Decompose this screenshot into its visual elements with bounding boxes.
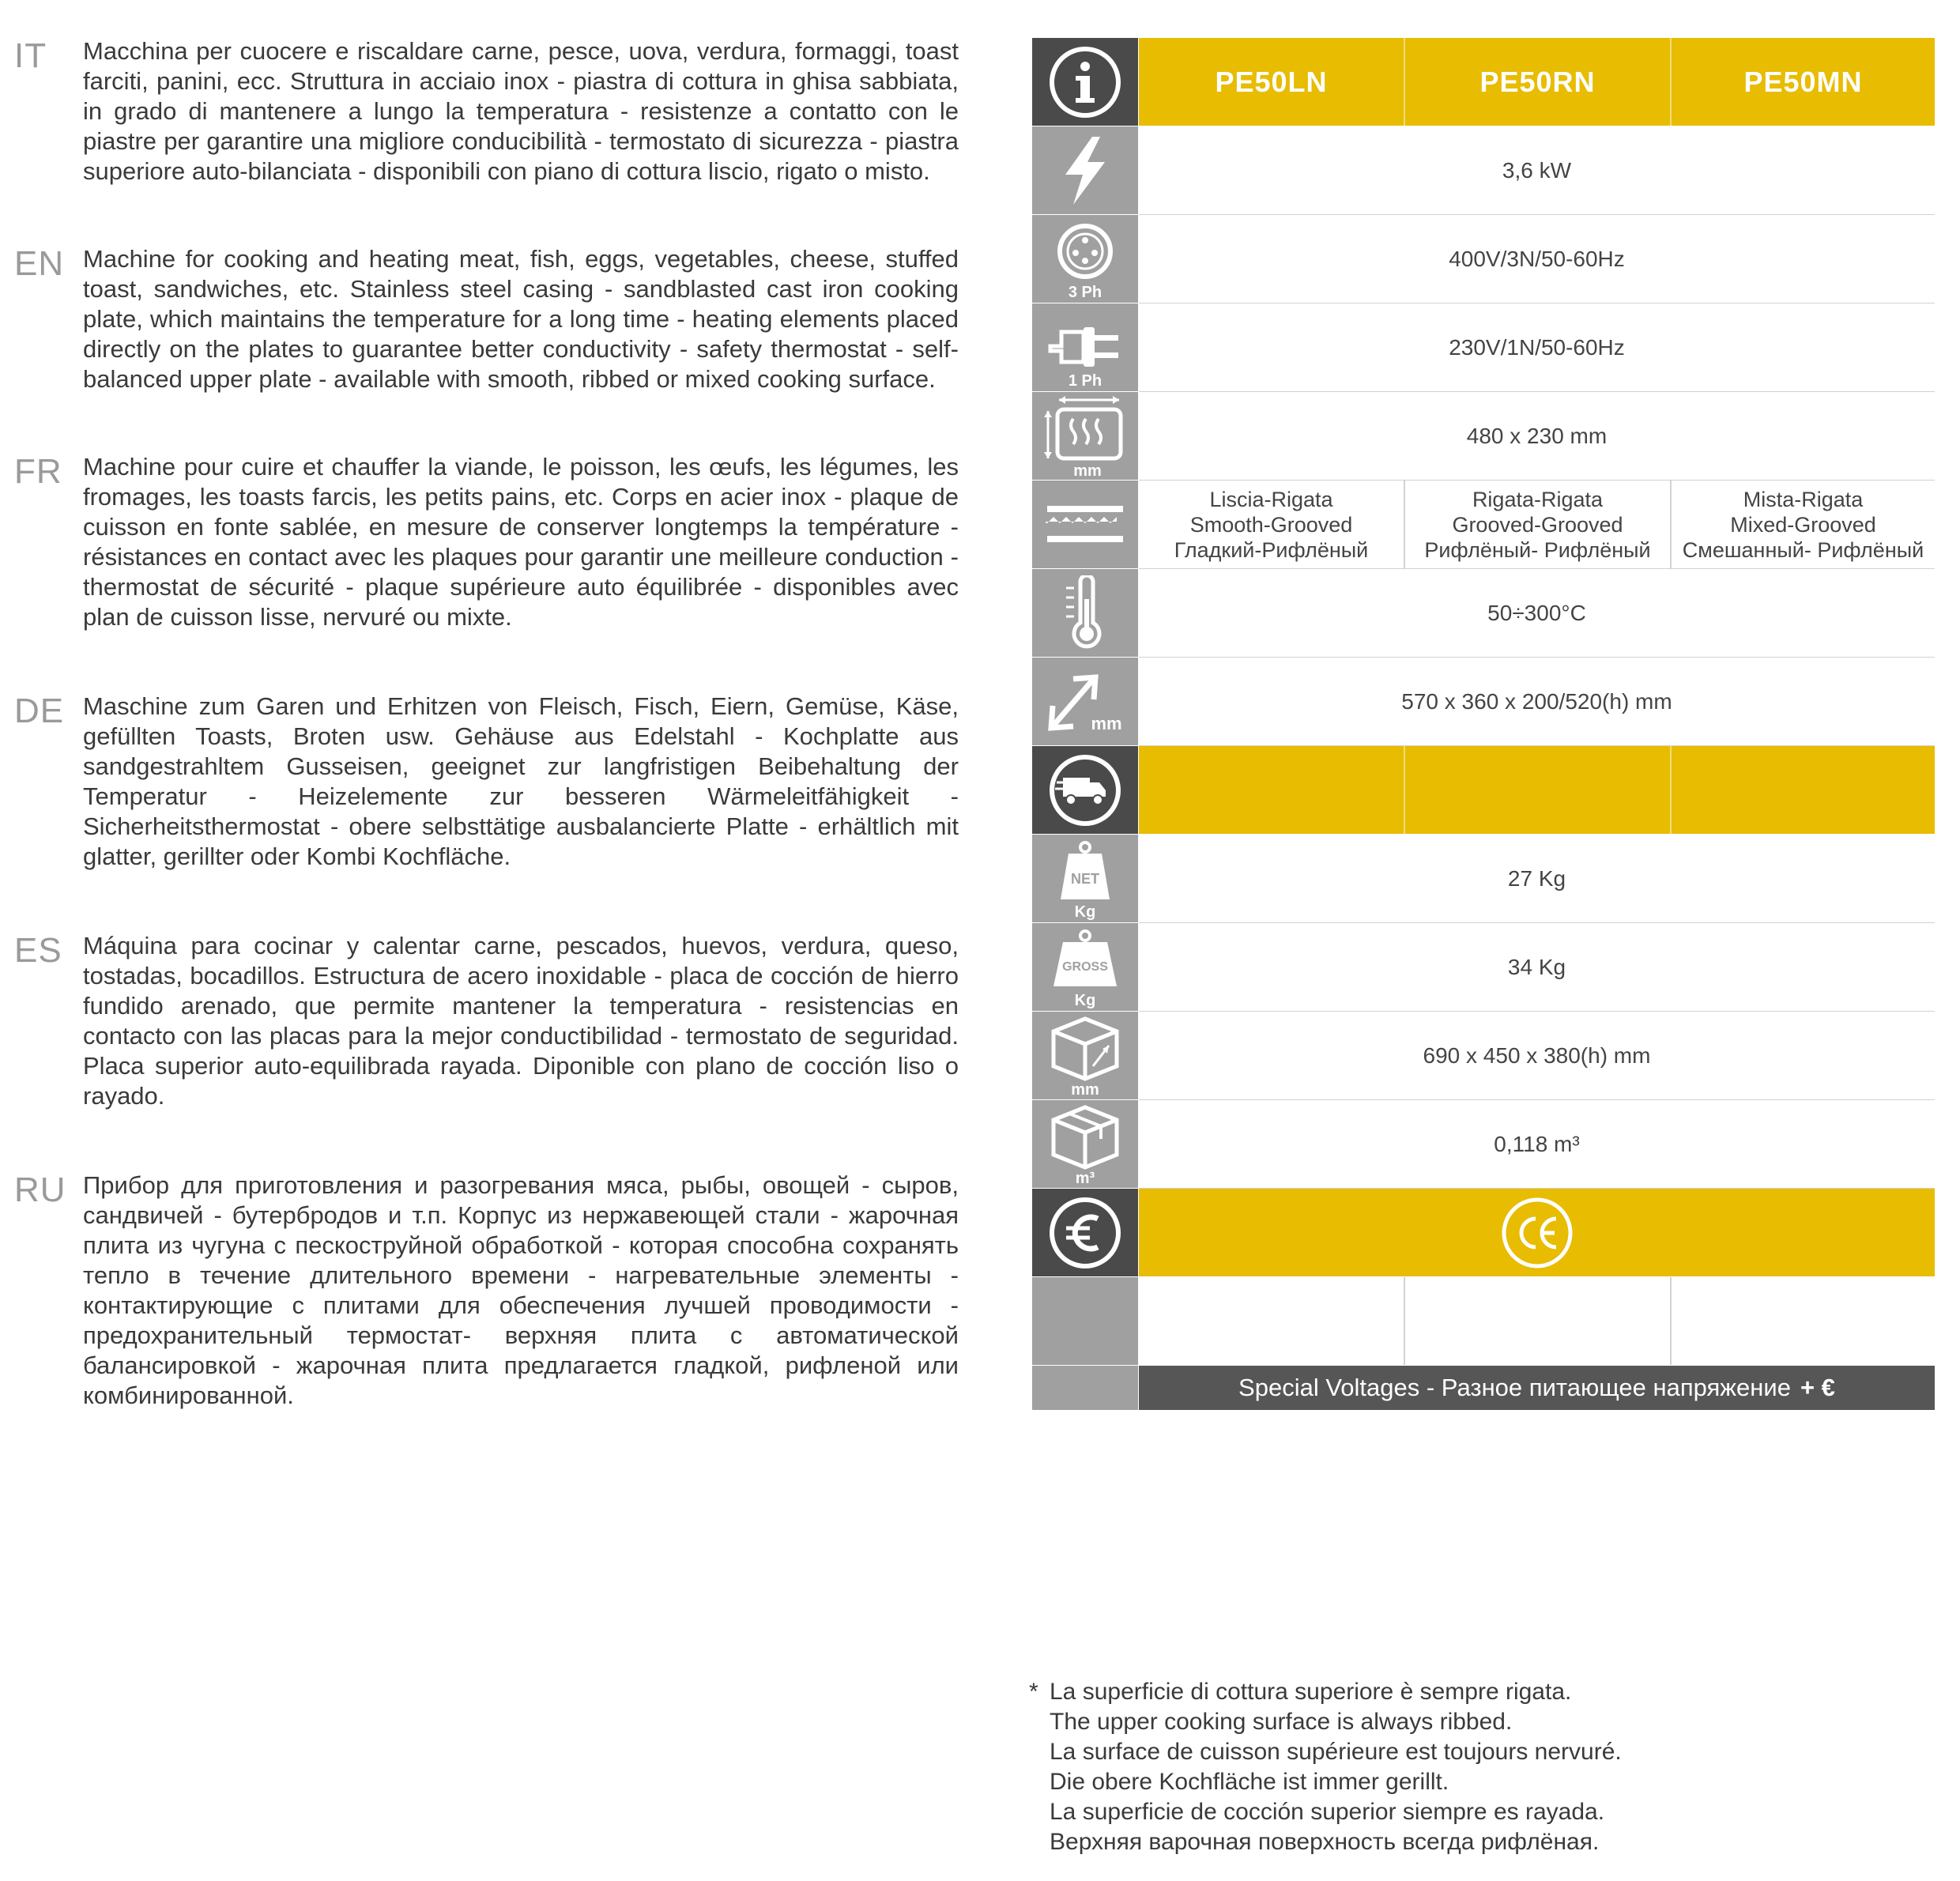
- lang-code: FR: [14, 452, 62, 491]
- lang-code: DE: [14, 692, 65, 730]
- footnote-line-en: The upper cooking surface is always ribbed.: [1050, 1709, 1513, 1735]
- special-voltages-plus: + €: [1800, 1374, 1835, 1401]
- footnote-line-de: Die obere Kochfläche ist immer gerillt.: [1050, 1769, 1449, 1795]
- temperature-value: 50÷300°C: [1139, 569, 1935, 658]
- lang-text: Machine pour cuire et chauffer la viande, le poisson, les œufs, les légumes, les fromages, les toasts farcis, les petits pains, etc. Corps en acier inox - plaque de cuisson en fonte sablée, en mesure de conserver longtemps la température - résistances en contact avec les plaques pour garantir une meilleure conduction - thermostat de sécurité - plaque supérieure auto équilibrée - disponibles avec plan de cuisson lisse, nervuré ou mixte.: [83, 453, 959, 631]
- volume-row: [1032, 1100, 1935, 1189]
- footnote-line-es: La superficie de cocción superior siempre es rayada.: [1050, 1799, 1605, 1825]
- net-unit: Kg: [1074, 903, 1096, 920]
- delivery-truck-icon: [1032, 746, 1138, 834]
- one-phase-label: 1 Ph: [1068, 371, 1102, 389]
- volume-value: 0,118 m³: [1139, 1100, 1935, 1189]
- gross-unit: Kg: [1074, 991, 1096, 1008]
- special-voltages-bar: [1139, 1366, 1935, 1410]
- footer-icon-cell: [1032, 1366, 1138, 1410]
- plate-unit: mm: [1073, 462, 1102, 479]
- model-pe50rn: PE50RN: [1405, 38, 1670, 126]
- power-value: 3,6 kW: [1139, 126, 1935, 216]
- delivery-pe50ln: [1139, 746, 1404, 834]
- net-weight-row: [1032, 835, 1935, 923]
- temperature-row: [1032, 569, 1935, 658]
- delivery-pe50mn: [1672, 746, 1935, 834]
- footnote-line-ru: Верхняя варочная поверхность всегда рифлёная.: [1050, 1829, 1600, 1855]
- one-phase-row: [1032, 303, 1935, 392]
- price-pe50mn: [1672, 1277, 1935, 1365]
- packing-value: 690 x 450 x 380(h) mm: [1139, 1012, 1935, 1101]
- price-pe50rn: [1405, 1277, 1670, 1365]
- gross-weight-icon: [1032, 923, 1138, 1011]
- delivery-row: [1032, 746, 1935, 835]
- plate-size-value: 480 x 230 mm: [1139, 392, 1935, 481]
- surface-pe50rn: [1405, 481, 1670, 568]
- lang-text: Maschine zum Garen und Erhitzen von Fleisch, Fisch, Eiern, Gemüse, Käse, gefüllten Toasts, Broten usw. Gehäuse aus Edelstahl - Kochplatte aus sandgestrahltem Gusseisen, geeignet zur langfristigen Beibehaltung der Temperatur - Heizelemente zur besseren Wärmeleitfähigkeit - Sicherheitsthermostat - obere selbsttätige ausbalancierte Platte - erhältlich mit glatter, gerillter oder Kombi Kochfläche.: [83, 692, 959, 870]
- model-pe50mn: PE50MN: [1672, 38, 1935, 126]
- lang-code: IT: [14, 36, 47, 75]
- pack-unit: mm: [1071, 1080, 1099, 1098]
- three-phase-socket-icon: [1032, 215, 1138, 303]
- surface-pe50ln: [1139, 481, 1404, 568]
- surface-it: Rigata-Rigata: [1472, 487, 1604, 511]
- packing-row: [1032, 1012, 1935, 1100]
- heating-plate-icon: [1032, 392, 1138, 480]
- dimensions-row: [1032, 658, 1935, 746]
- surface-ru: Гладкий-Рифлёный: [1174, 537, 1369, 562]
- volume-box-icon: [1032, 1100, 1138, 1188]
- lang-text: Máquina para cocinar y calentar carne, pescados, huevos, verdura, queso, tostadas, bocadillos. Estructura de acero inoxidable - placa de cocción de hierro fundido arenado, que permite mantener la temperatura - resistencias en contacto con las placas para la mejor conductibilidad - termostato de seguridad. Placa superior auto-equilibrada rayada. Diponible con plano de cocción liso o rayado.: [83, 932, 959, 1110]
- lang-code: ES: [14, 931, 62, 970]
- surface-en: Grooved-Grooved: [1452, 512, 1623, 537]
- plate-size-row: [1032, 392, 1935, 481]
- three-phase-row: [1032, 215, 1935, 303]
- footnote-star: *: [1029, 1679, 1038, 1705]
- lang-code: RU: [14, 1170, 66, 1209]
- lang-code: EN: [14, 244, 65, 283]
- one-phase-value: 230V/1N/50-60Hz: [1139, 303, 1935, 393]
- grooved-surface-icon: [1032, 481, 1138, 568]
- net-badge: NET: [1071, 870, 1099, 887]
- dims-unit: mm: [1091, 713, 1122, 733]
- price-pe50ln: [1139, 1277, 1404, 1365]
- ce-mark-icon: [1499, 1195, 1575, 1271]
- net-weight-value: 27 Kg: [1139, 835, 1935, 924]
- lang-text: Прибор для приготовления и разогревания мяса, рыбы, овощей - сыров, сандвичей - бутербродов и т.п. Корпус из нержавеющей стали - жарочная плита из чугуна с пескоструйной обработкой - которая способна сохранять тепло в течение длительного времени - нагревательные элементы - контактирующие с плитами для обеспечения лучшей проводимости - предохранительный термостат- верхняя плита с автоматической балансировкой - жарочная плита предлагается гладкой, рифленой или комбинированной.: [83, 1171, 959, 1409]
- dimensions-icon: [1032, 658, 1138, 745]
- power-row: [1032, 126, 1935, 215]
- dimensions-value: 570 x 360 x 200/520(h) mm: [1139, 658, 1935, 747]
- net-weight-icon: [1032, 835, 1138, 922]
- info-icon: [1032, 38, 1138, 126]
- gross-weight-row: [1032, 923, 1935, 1012]
- three-phase-value: 400V/3N/50-60Hz: [1139, 215, 1935, 304]
- surface-en: Smooth-Grooved: [1189, 512, 1353, 537]
- ce-mark-text: CE: [1536, 1235, 1538, 1237]
- surface-en: Mixed-Grooved: [1730, 512, 1876, 537]
- gross-weight-value: 34 Kg: [1139, 923, 1935, 1012]
- price-values-row: [1032, 1277, 1935, 1366]
- price-empty-icon-cell: [1032, 1277, 1138, 1365]
- surface-ru: Рифлёный- Рифлёный: [1424, 537, 1651, 562]
- plug-icon: [1032, 303, 1138, 391]
- lightning-icon: [1032, 126, 1138, 214]
- model-pe50ln: PE50LN: [1139, 38, 1404, 126]
- footnote-line-it: La superficie di cottura superiore è sempre rigata.: [1050, 1679, 1572, 1705]
- three-phase-label: 3 Ph: [1068, 283, 1102, 300]
- surface-ru: Смешанный- Рифлёный: [1682, 537, 1924, 562]
- package-icon: [1032, 1012, 1138, 1099]
- thermometer-icon: [1032, 569, 1138, 657]
- gross-badge: GROSS: [1062, 959, 1108, 974]
- euro-icon: [1032, 1189, 1138, 1276]
- model-header-row: [1032, 38, 1935, 126]
- lang-text: Macchina per cuocere e riscaldare carne, pesce, uova, verdura, formaggi, toast farciti, panini, ecc. Struttura in acciaio inox - piastra di cottura in ghisa sabbiata, in grado di mantenere a lungo la temperatura - resistenze a contatto con le piastre per garantire una migliore conducibilità - termostato di sicurezza - piastra superiore auto-bilanciata - disponibili con piano di cottura liscio, rigato o misto.: [83, 37, 959, 185]
- volume-unit: m³: [1075, 1169, 1095, 1186]
- delivery-pe50rn: [1405, 746, 1670, 834]
- surface-row: [1032, 481, 1935, 569]
- surface-it: Liscia-Rigata: [1209, 487, 1333, 511]
- footnote-line-fr: La surface de cuisson supérieure est toujours nervuré.: [1050, 1739, 1622, 1765]
- lang-text: Machine for cooking and heating meat, fish, eggs, vegetables, cheese, stuffed toast, sandwiches, etc. Stainless steel casing - sandblasted cast iron cooking plate, which maintains the temperature for a long time - heating elements placed directly on the plates to guarantee better conductivity - safety thermostat - self-balanced upper plate - available with smooth, ribbed or mixed cooking surface.: [83, 245, 959, 393]
- surface-pe50mn: [1672, 481, 1935, 568]
- ce-cell: [1139, 1189, 1935, 1276]
- special-voltages-text: Special Voltages - Разное питающее напряжение: [1238, 1374, 1791, 1401]
- price-row: [1032, 1189, 1935, 1277]
- surface-it: Mista-Rigata: [1743, 487, 1864, 511]
